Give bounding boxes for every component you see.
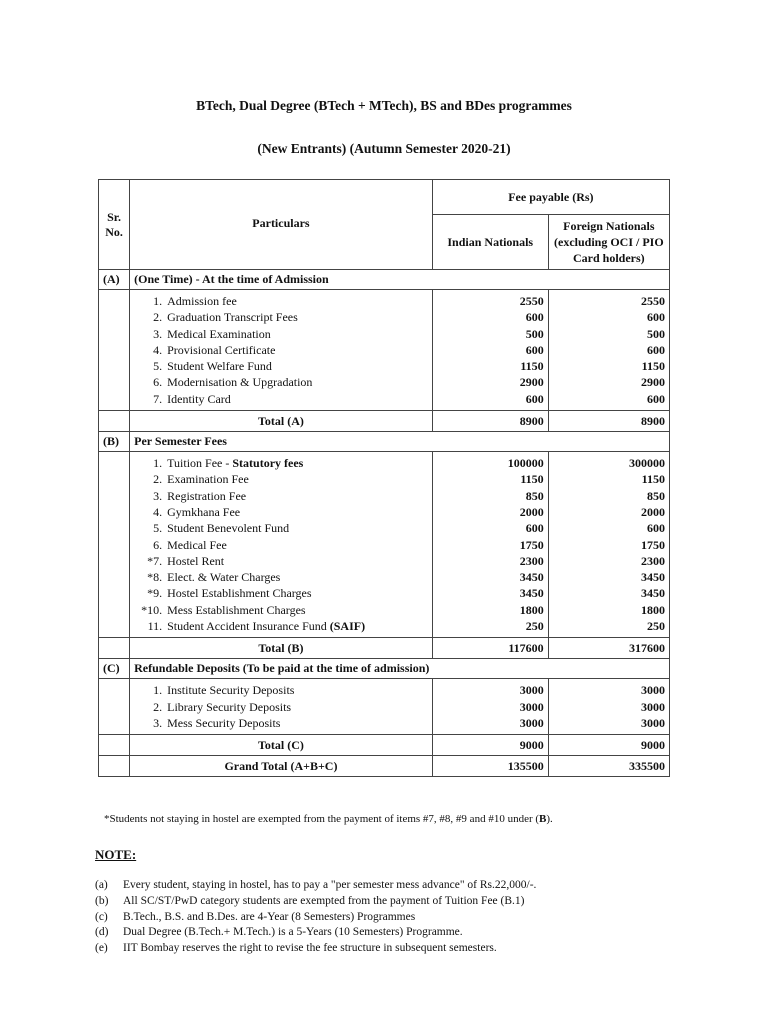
fee-item xyxy=(136,471,428,487)
item-number: 5. xyxy=(153,359,163,374)
note-label: (e) xyxy=(95,942,108,955)
foreign-fee-value: 3450 xyxy=(641,586,665,601)
fee-item xyxy=(136,358,428,374)
indian-fee-value: 1800 xyxy=(519,602,544,617)
fee-item xyxy=(136,699,428,715)
sr-blank-cell xyxy=(99,452,130,638)
note-item xyxy=(95,925,536,941)
note-item xyxy=(95,941,536,957)
foreign-fee-value: 600 xyxy=(647,342,665,357)
item-label-bold: Statutory fees xyxy=(232,456,304,471)
item-label: Hostel Establishment Charges xyxy=(167,586,312,601)
item-number: 1. xyxy=(153,294,163,308)
item-number: 4. xyxy=(153,504,163,519)
indian-fee-value: 600 xyxy=(525,342,544,357)
item-number: 11. xyxy=(147,619,163,634)
item-label: Examination Fee xyxy=(167,472,249,487)
header-foreign-nationals: Foreign Nationals (excluding OCI / PIO Card holders) xyxy=(548,215,669,270)
section-total-label: Total (C) xyxy=(130,735,433,756)
item-label: Identity Card xyxy=(167,391,231,406)
indian-fee-value: 100000 xyxy=(507,456,544,471)
document-title: BTech, Dual Degree (BTech + MTech), BS and BDes programmes xyxy=(196,98,572,113)
item-number: 2. xyxy=(153,699,163,714)
fee-table xyxy=(98,179,670,777)
item-label: Student Benevolent Fund xyxy=(167,521,290,536)
fee-item xyxy=(136,602,428,618)
indian-fee-value: 3000 xyxy=(519,715,544,730)
item-number: 6. xyxy=(153,375,163,390)
note-text: IIT Bombay reserves the right to revise the fee structure in subsequent semesters. xyxy=(123,942,497,955)
item-number: 2. xyxy=(153,472,163,487)
fee-item xyxy=(136,455,428,471)
hostel-footnote xyxy=(104,813,553,825)
item-number: *8. xyxy=(147,570,163,585)
grand-total-label: Grand Total (A+B+C) xyxy=(130,756,433,777)
fee-item xyxy=(136,618,428,634)
fee-item xyxy=(136,715,428,731)
foreign-fee-value: 1150 xyxy=(641,359,665,374)
item-number: *10. xyxy=(141,602,163,617)
footnote-end: ). xyxy=(546,813,553,825)
foreign-values xyxy=(548,290,669,411)
section-total-foreign: 9000 xyxy=(548,735,669,756)
item-number: 1. xyxy=(153,683,163,698)
note-text: B.Tech., B.S. and B.Des. are 4-Year (8 Semesters) Programmes xyxy=(123,910,416,923)
header-sr-no: Sr. No. xyxy=(99,180,130,270)
item-label: Provisional Certificate xyxy=(167,342,276,357)
fee-item xyxy=(136,504,428,520)
item-number: 3. xyxy=(153,326,163,341)
foreign-values xyxy=(548,452,669,638)
section-total-label: Total (A) xyxy=(130,411,433,432)
item-label: Mess Security Deposits xyxy=(167,715,281,730)
indian-fee-value: 600 xyxy=(525,310,544,325)
indian-values xyxy=(432,290,548,411)
item-label: Graduation Transcript Fees xyxy=(167,310,298,325)
foreign-fee-value: 2900 xyxy=(641,375,665,390)
header-particulars: Particulars xyxy=(130,180,433,270)
document-subtitle: (New Entrants) (Autumn Semester 2020-21) xyxy=(257,141,511,156)
fee-item xyxy=(136,488,428,504)
indian-fee-value: 2300 xyxy=(519,553,544,568)
item-names xyxy=(130,679,433,735)
header-indian-nationals: Indian Nationals xyxy=(432,215,548,270)
foreign-fee-value: 3000 xyxy=(641,683,665,698)
section-heading: Refundable Deposits (To be paid at the time of admission) xyxy=(130,659,670,679)
indian-fee-value: 500 xyxy=(525,326,544,341)
note-text: All SC/ST/PwD category students are exempted from the payment of Tuition Fee (B.1) xyxy=(123,894,525,907)
footnote-bold: B xyxy=(539,813,547,825)
sr-blank-cell xyxy=(99,756,130,777)
item-number: 1. xyxy=(153,456,163,471)
fee-item xyxy=(136,391,428,407)
foreign-values xyxy=(548,679,669,735)
item-label: Tuition Fee - xyxy=(167,456,233,471)
indian-values xyxy=(432,452,548,638)
fee-item xyxy=(136,682,428,698)
indian-fee-value: 2550 xyxy=(519,294,544,308)
section-total-indian: 8900 xyxy=(432,411,548,432)
indian-fee-value: 1150 xyxy=(520,359,544,374)
item-number: 3. xyxy=(153,715,163,730)
indian-fee-value: 250 xyxy=(525,619,544,634)
indian-fee-value: 3450 xyxy=(519,586,544,601)
item-label: Institute Security Deposits xyxy=(167,683,295,698)
item-label: Student Welfare Fund xyxy=(167,359,272,374)
indian-values xyxy=(432,679,548,735)
sr-blank-cell xyxy=(99,638,130,659)
note-label: (c) xyxy=(95,910,108,923)
item-label: Modernisation & Upgradation xyxy=(167,375,313,390)
section-id: (B) xyxy=(99,432,130,452)
sr-blank-cell xyxy=(99,290,130,411)
item-label: Mess Establishment Charges xyxy=(167,602,306,617)
item-label: Medical Examination xyxy=(167,326,271,341)
fee-item xyxy=(136,309,428,325)
item-label: Hostel Rent xyxy=(167,553,225,568)
item-label: Registration Fee xyxy=(167,488,247,503)
item-label: Gymkhana Fee xyxy=(167,504,241,519)
grand-total-indian: 135500 xyxy=(432,756,548,777)
item-number: 5. xyxy=(153,521,163,536)
note-item xyxy=(95,910,536,926)
foreign-fee-value: 500 xyxy=(647,326,665,341)
item-number: 7. xyxy=(153,391,163,406)
item-names xyxy=(130,290,433,411)
foreign-fee-value: 850 xyxy=(647,488,665,503)
fee-item xyxy=(136,326,428,342)
foreign-fee-value: 600 xyxy=(647,391,665,406)
item-label: Medical Fee xyxy=(167,537,227,552)
indian-fee-value: 850 xyxy=(525,488,544,503)
indian-fee-value: 2000 xyxy=(519,504,544,519)
note-item xyxy=(95,894,536,910)
fee-item xyxy=(136,553,428,569)
indian-fee-value: 600 xyxy=(525,391,544,406)
note-label: (b) xyxy=(95,894,109,907)
item-number: 2. xyxy=(153,310,163,325)
item-number: 3. xyxy=(153,488,163,503)
note-heading: NOTE: xyxy=(95,847,137,862)
item-label: Admission fee xyxy=(167,294,237,308)
notes-list xyxy=(95,878,536,957)
sr-blank-cell xyxy=(99,411,130,432)
section-heading: Per Semester Fees xyxy=(130,432,670,452)
section-id: (C) xyxy=(99,659,130,679)
sr-blank-cell xyxy=(99,679,130,735)
note-text: Every student, staying in hostel, has to pay a "per semester mess advance" of Rs.22,000/-. xyxy=(123,879,537,891)
foreign-fee-value: 1800 xyxy=(641,602,665,617)
section-total-foreign: 317600 xyxy=(548,638,669,659)
item-number: *9. xyxy=(147,586,163,601)
item-label: Student Accident Insurance Fund xyxy=(167,619,330,634)
section-id: (A) xyxy=(99,270,130,290)
fee-item xyxy=(136,374,428,390)
fee-item xyxy=(136,342,428,358)
fee-item xyxy=(136,585,428,601)
indian-fee-value: 2900 xyxy=(519,375,544,390)
section-heading: (One Time) - At the time of Admission xyxy=(130,270,670,290)
item-label: Elect. & Water Charges xyxy=(167,570,281,585)
item-label-bold: (SAIF) xyxy=(329,619,366,634)
foreign-fee-value: 600 xyxy=(647,521,665,536)
item-number: *7. xyxy=(147,553,163,568)
fee-item xyxy=(136,569,428,585)
foreign-fee-value: 2300 xyxy=(641,553,665,568)
sr-blank-cell xyxy=(99,735,130,756)
note-label: (a) xyxy=(95,879,108,891)
fee-item xyxy=(136,293,428,309)
section-total-label: Total (B) xyxy=(130,638,433,659)
foreign-fee-value: 250 xyxy=(647,619,665,634)
section-total-indian: 9000 xyxy=(432,735,548,756)
indian-fee-value: 1150 xyxy=(520,472,544,487)
indian-fee-value: 3000 xyxy=(519,683,544,698)
indian-fee-value: 600 xyxy=(525,521,544,536)
grand-total-foreign: 335500 xyxy=(548,756,669,777)
item-number: 6. xyxy=(153,537,163,552)
item-names xyxy=(130,452,433,638)
note-label: (d) xyxy=(95,926,109,939)
indian-fee-value: 3000 xyxy=(519,699,544,714)
foreign-fee-value: 3000 xyxy=(641,715,665,730)
foreign-fee-value: 1750 xyxy=(641,537,665,552)
section-total-indian: 117600 xyxy=(432,638,548,659)
item-label: Library Security Deposits xyxy=(167,699,292,714)
foreign-fee-value: 3450 xyxy=(641,570,665,585)
section-total-foreign: 8900 xyxy=(548,411,669,432)
foreign-fee-value: 3000 xyxy=(641,699,665,714)
indian-fee-value: 1750 xyxy=(519,537,544,552)
fee-item xyxy=(136,520,428,536)
note-item xyxy=(95,878,536,894)
footnote-text: *Students not staying in hostel are exempted from the payment of items #7, #8, #9 and #10 under ( xyxy=(104,813,540,825)
fee-item xyxy=(136,537,428,553)
note-text: Dual Degree (B.Tech.+ M.Tech.) is a 5-Years (10 Semesters) Programme. xyxy=(123,926,463,939)
header-fee-payable: Fee payable (Rs) xyxy=(432,180,669,215)
foreign-fee-value: 2550 xyxy=(641,294,665,308)
foreign-fee-value: 1150 xyxy=(641,472,665,487)
item-number: 4. xyxy=(153,342,163,357)
indian-fee-value: 3450 xyxy=(519,570,544,585)
foreign-fee-value: 2000 xyxy=(641,504,665,519)
foreign-fee-value: 600 xyxy=(647,310,665,325)
foreign-fee-value: 300000 xyxy=(629,456,665,471)
